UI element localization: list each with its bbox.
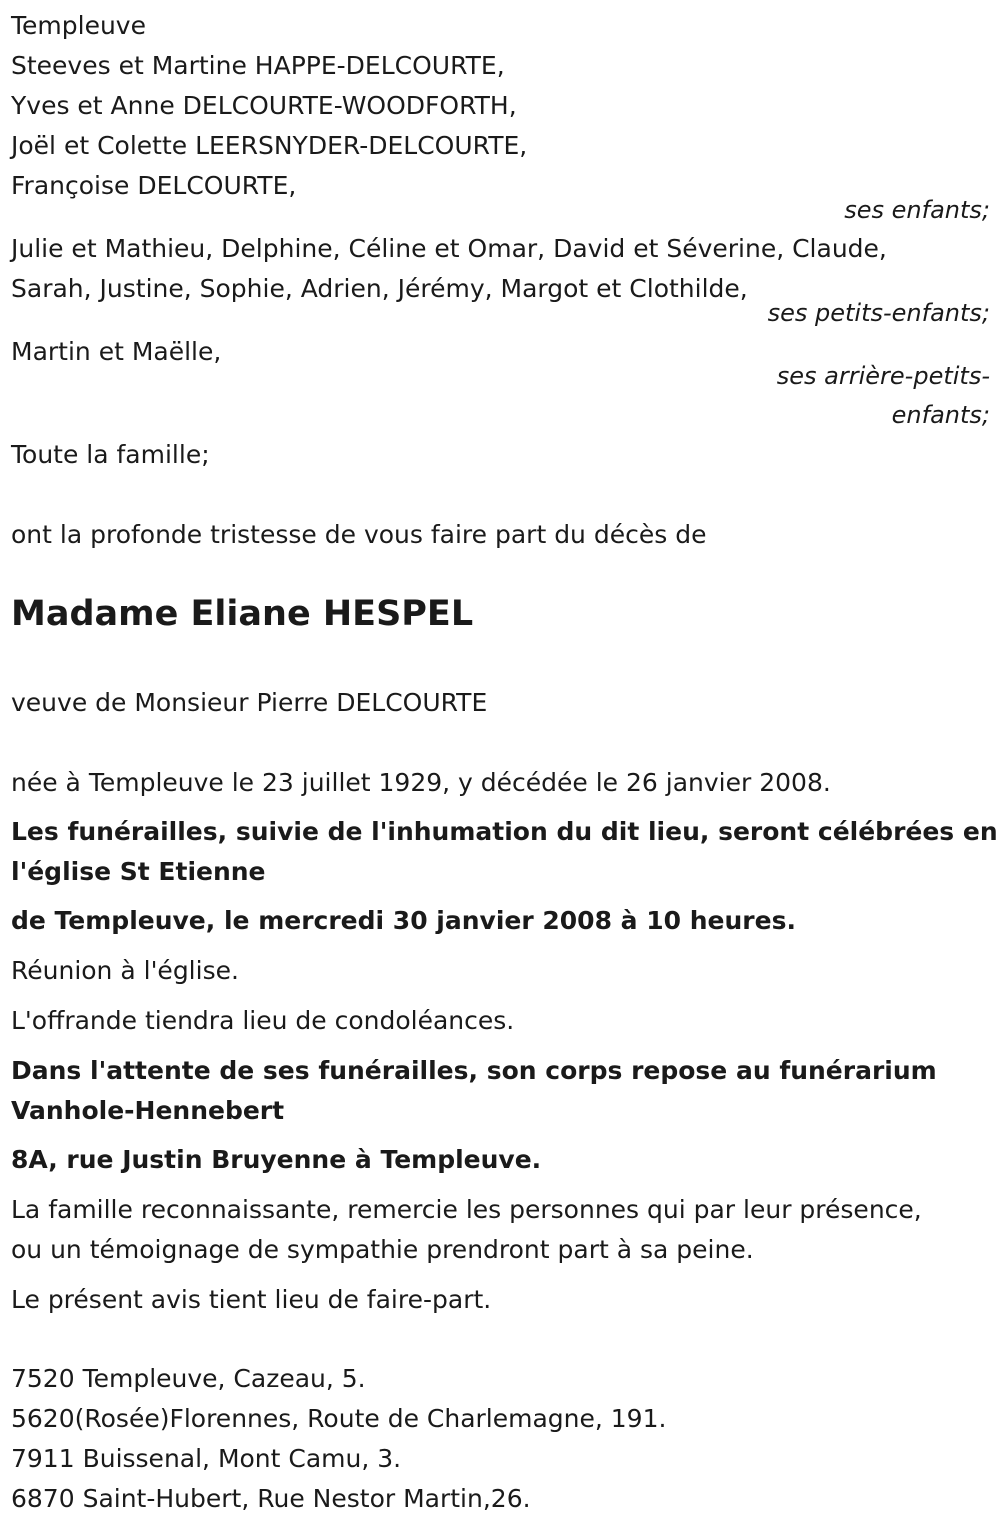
address-line: 7520 Templeuve, Cazeau, 5.	[11, 1364, 366, 1393]
address-line: 7911 Buissenal, Mont Camu, 3.	[11, 1444, 402, 1473]
meeting-text: Réunion à l'église.	[11, 956, 239, 985]
grandchildren-label: ses petits-enfants;	[767, 299, 990, 327]
notice-text: Le présent avis tient lieu de faire-part.	[11, 1285, 492, 1314]
grandchildren-line: Julie et Mathieu, Delphine, Céline et Omar, David et Séverine, Claude,	[11, 234, 887, 263]
child-entry: Steeves et Martine HAPPE-DELCOURTE,	[11, 51, 505, 80]
address-line: 5620(Rosée)Florennes, Route de Charlemagne, 191.	[11, 1404, 667, 1433]
location-heading: Templeuve	[11, 11, 146, 40]
deceased-name: Madame Eliane HESPEL	[11, 594, 474, 634]
great-grandchildren-label: ses arrière-petits-	[776, 362, 990, 390]
great-grandchildren-label: enfants;	[891, 401, 990, 429]
thanks-text: ou un témoignage de sympathie prendront part à sa peine.	[11, 1235, 754, 1264]
funeral-home-address: 8A, rue Justin Bruyenne à Templeuve.	[11, 1145, 542, 1174]
offering-text: L'offrande tiendra lieu de condoléances.	[11, 1006, 515, 1035]
thanks-text: La famille reconnaissante, remercie les personnes qui par leur présence,	[11, 1195, 922, 1224]
child-entry: Yves et Anne DELCOURTE-WOODFORTH,	[11, 91, 517, 120]
intro-text: ont la profonde tristesse de vous faire part du décès de	[11, 520, 707, 549]
widow-of-text: veuve de Monsieur Pierre DELCOURTE	[11, 688, 488, 717]
grandchildren-line: Sarah, Justine, Sophie, Adrien, Jérémy, Margot et Clothilde,	[11, 274, 748, 303]
funeral-home-name: Vanhole-Hennebert	[11, 1096, 285, 1125]
funeral-text: l'église St Etienne	[11, 857, 266, 886]
children-label: ses enfants;	[844, 196, 990, 224]
funeral-datetime: de Templeuve, le mercredi 30 janvier 2008 à 10 heures.	[11, 906, 796, 935]
funeral-text: Les funérailles, suivie de l'inhumation du dit lieu, seront célébrées en	[11, 817, 998, 846]
birth-death-text: née à Templeuve le 23 juillet 1929, y décédée le 26 janvier 2008.	[11, 768, 831, 797]
rest-text: Dans l'attente de ses funérailles, son corps repose au funérarium	[11, 1056, 937, 1085]
great-grandchildren-line: Martin et Maëlle,	[11, 337, 222, 366]
child-entry: Joël et Colette LEERSNYDER-DELCOURTE,	[11, 131, 528, 160]
all-family-line: Toute la famille;	[11, 440, 210, 469]
child-entry: Françoise DELCOURTE,	[11, 171, 297, 200]
address-line: 6870 Saint-Hubert, Rue Nestor Martin,26.	[11, 1484, 531, 1513]
